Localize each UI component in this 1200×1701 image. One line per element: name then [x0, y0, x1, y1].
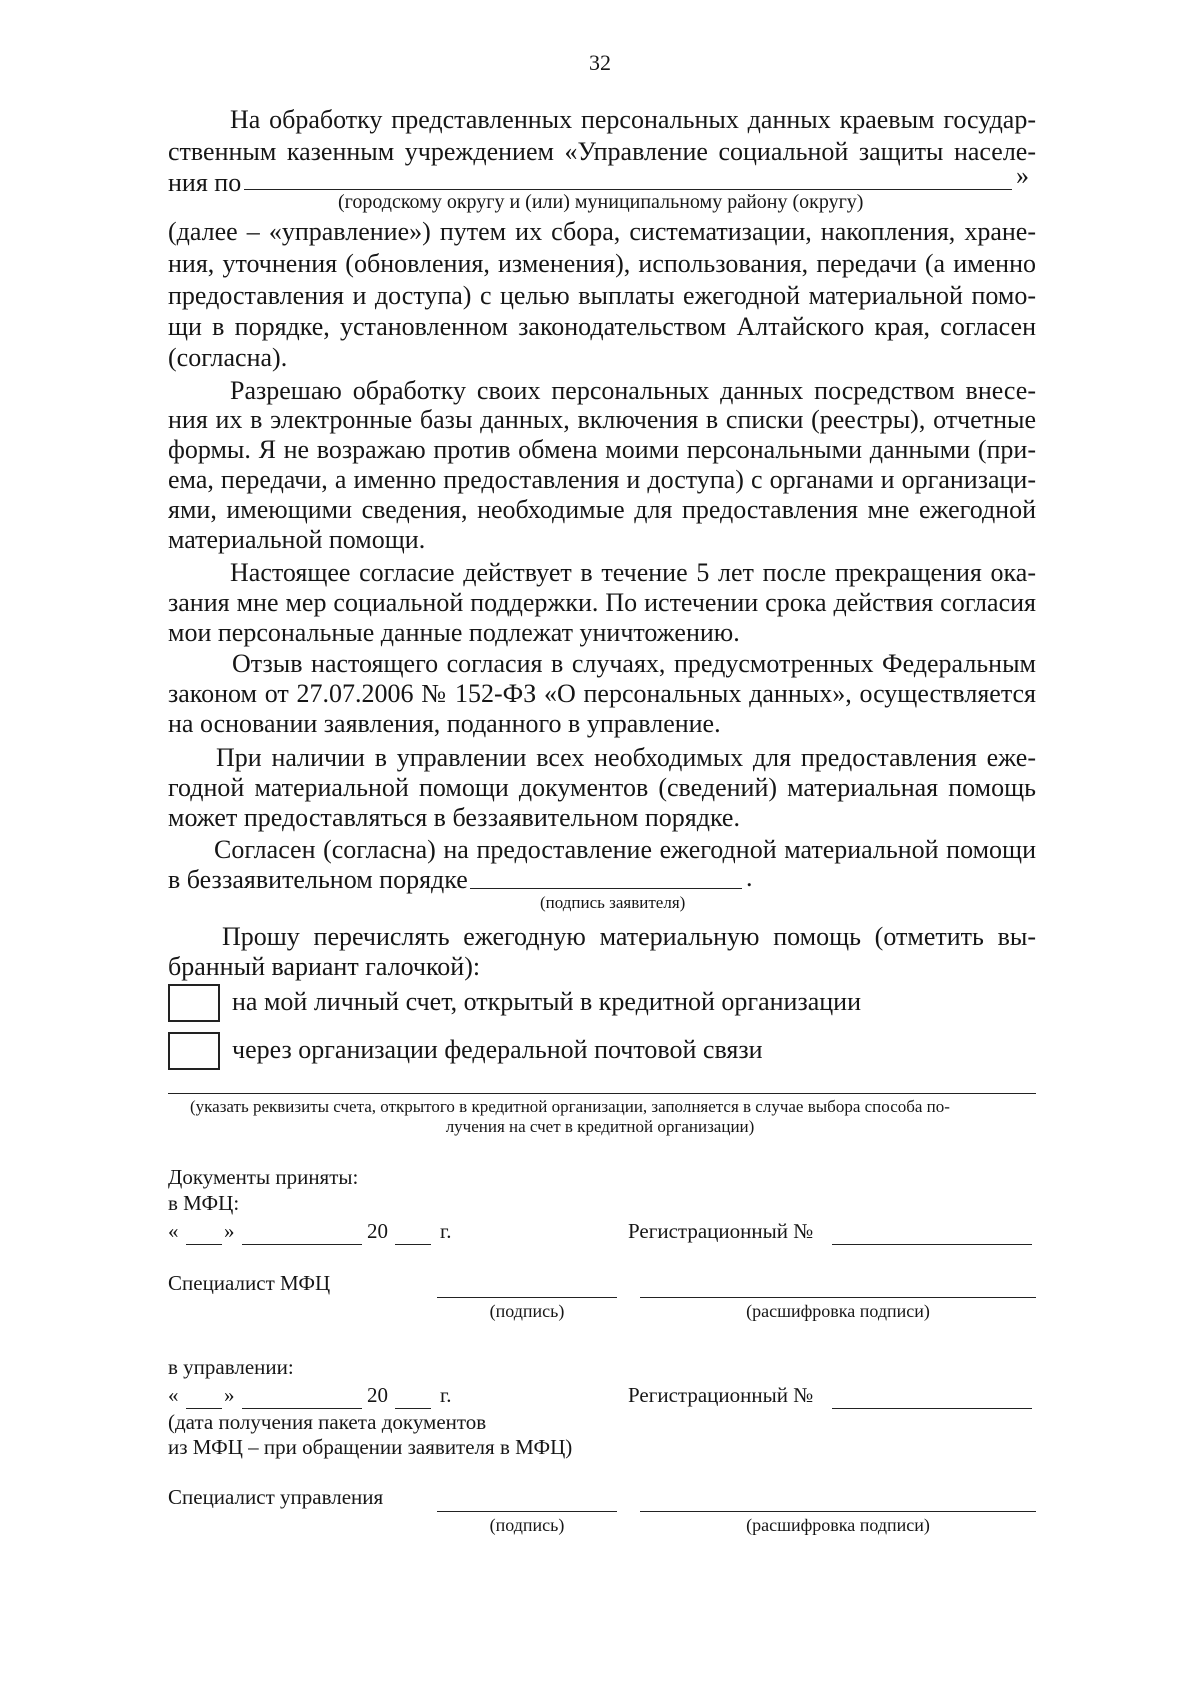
option-post-checkbox[interactable] — [168, 1032, 220, 1070]
paragraph-7-line-2: бранный вариант галочкой): — [168, 952, 481, 981]
upr-year-prefix: 20 — [367, 1383, 388, 1407]
paragraph-2-line-3: формы. Я не возражаю против обмена моими персональными данными (при- — [168, 435, 1036, 464]
documents-accepted-title: Документы приняты: — [168, 1165, 359, 1189]
mfc-year-suffix: г. — [440, 1219, 452, 1243]
paragraph-3-line-2: зания мне мер социальной поддержки. По истечении срока действия согласия — [168, 588, 1036, 617]
paragraph-1-line-3-suffix: » — [1016, 161, 1029, 190]
upr-month-field[interactable] — [242, 1408, 362, 1409]
account-details-caption-line-2: лучения на счет в кредитной организации) — [445, 1117, 755, 1136]
paragraph-1-line-4: (далее – «управление») путем их сбора, систематизации, накопления, хране- — [168, 217, 1036, 246]
paragraph-5-line-1: При наличии в управлении всех необходимых для предоставления еже- — [216, 743, 1036, 772]
district-field-line — [244, 189, 1012, 190]
account-details-field-line[interactable] — [168, 1093, 1036, 1094]
paragraph-1-line-6: предоставления и доступа) с целью выплаты ежегодной материальной помо- — [168, 281, 1036, 310]
applicant-signature-caption: (подпись заявителя) — [540, 893, 686, 912]
page-number: 32 — [589, 50, 611, 75]
paragraph-4-line-3: на основании заявления, поданного в управление. — [168, 709, 721, 738]
paragraph-3-line-3: мои персональные данные подлежат уничтожению. — [168, 618, 740, 647]
mfc-specialist-name-line[interactable] — [640, 1297, 1036, 1298]
upr-specialist-signature-line[interactable] — [437, 1511, 617, 1512]
paragraph-1-line-2: ственным казенным учреждением «Управление социальной защиты населе- — [168, 137, 1036, 166]
paragraph-1-line-1: На обработку представленных персональных данных краевым государ- — [230, 105, 1036, 134]
upr-quote-close: » — [224, 1383, 235, 1407]
mfc-day-field[interactable] — [186, 1244, 222, 1245]
upr-specialist-label: Специалист управления — [168, 1485, 384, 1509]
paragraph-2-line-1: Разрешаю обработку своих персональных данных посредством внесе- — [230, 376, 1036, 405]
account-details-caption-line-1: (указать реквизиты счета, открытого в кредитной организации, заполняется в случае выбора способа по- — [190, 1097, 950, 1116]
paragraph-7-line-1: Прошу перечислять ежегодную материальную помощь (отметить вы- — [222, 922, 1036, 951]
applicant-signature-line — [470, 888, 742, 889]
mfc-year-prefix: 20 — [367, 1219, 388, 1243]
mfc-registration-label: Регистрационный № — [628, 1219, 814, 1243]
upr-subtitle: в управлении: — [168, 1355, 294, 1379]
option-account-checkbox[interactable] — [168, 984, 220, 1022]
upr-note-line-1: (дата получения пакета документов — [168, 1410, 487, 1434]
upr-year-field[interactable] — [395, 1408, 431, 1409]
district-field-caption: (городскому округу и (или) муниципальному району (округу) — [338, 191, 864, 213]
mfc-specialist-signature-line[interactable] — [437, 1297, 617, 1298]
upr-note-line-2: из МФЦ – при обращении заявителя в МФЦ) — [168, 1435, 573, 1459]
mfc-year-field[interactable] — [395, 1244, 431, 1245]
mfc-decode-caption: (расшифровка подписи) — [746, 1301, 930, 1321]
paragraph-1-line-7: щи в порядке, установленном законодательством Алтайского края, согласен — [168, 312, 1036, 341]
upr-specialist-name-line[interactable] — [640, 1511, 1036, 1512]
paragraph-5-line-2: годной материальной помощи документов (сведений) материальная помощь — [168, 773, 1036, 802]
mfc-quote-close: » — [224, 1219, 235, 1243]
mfc-registration-number-field[interactable] — [832, 1244, 1032, 1245]
paragraph-2-line-4: ема, передачи, а именно предоставления и доступа) с органами и организаци- — [168, 465, 1036, 494]
upr-day-field[interactable] — [186, 1408, 222, 1409]
paragraph-5-line-3: может предоставляться в беззаявительном порядке. — [168, 803, 740, 832]
upr-quote-open: « — [168, 1383, 179, 1407]
mfc-specialist-label: Специалист МФЦ — [168, 1271, 331, 1295]
paragraph-6-line-2: в беззаявительном порядке — [168, 865, 468, 894]
paragraph-2-line-6: материальной помощи. — [168, 525, 426, 554]
upr-year-suffix: г. — [440, 1383, 452, 1407]
paragraph-4-line-2: законом от 27.07.2006 № 152-ФЗ «О персональных данных», осуществляется — [168, 679, 1036, 708]
mfc-subtitle: в МФЦ: — [168, 1191, 240, 1215]
mfc-month-field[interactable] — [242, 1244, 362, 1245]
upr-decode-caption: (расшифровка подписи) — [746, 1515, 930, 1535]
paragraph-3-line-1: Настоящее согласие действует в течение 5 лет после прекращения ока- — [230, 558, 1036, 587]
mfc-signature-caption: (подпись) — [489, 1301, 565, 1321]
paragraph-6-line-1: Согласен (согласна) на предоставление ежегодной материальной помощи — [214, 835, 1036, 864]
option-account-label: на мой личный счет, открытый в кредитной организации — [232, 987, 862, 1016]
upr-registration-label: Регистрационный № — [628, 1383, 814, 1407]
mfc-quote-open: « — [168, 1219, 179, 1243]
upr-signature-caption: (подпись) — [489, 1515, 565, 1535]
upr-registration-number-field[interactable] — [832, 1408, 1032, 1409]
paragraph-6-line-2-end: . — [746, 863, 753, 892]
option-post-label: через организации федеральной почтовой связи — [232, 1035, 763, 1064]
paragraph-1-line-3-prefix: ния по — [168, 168, 242, 197]
paragraph-1-line-5: ния, уточнения (обновления, изменения), использования, передачи (а именно — [168, 249, 1036, 278]
paragraph-2-line-5: ями, имеющими сведения, необходимые для предоставления мне ежегодной — [168, 495, 1036, 524]
paragraph-2-line-2: ния их в электронные базы данных, включения в списки (реестры), отчетные — [168, 405, 1036, 434]
paragraph-1-line-8: (согласна). — [168, 343, 288, 372]
paragraph-4-line-1: Отзыв настоящего согласия в случаях, предусмотренных Федеральным — [232, 649, 1036, 678]
